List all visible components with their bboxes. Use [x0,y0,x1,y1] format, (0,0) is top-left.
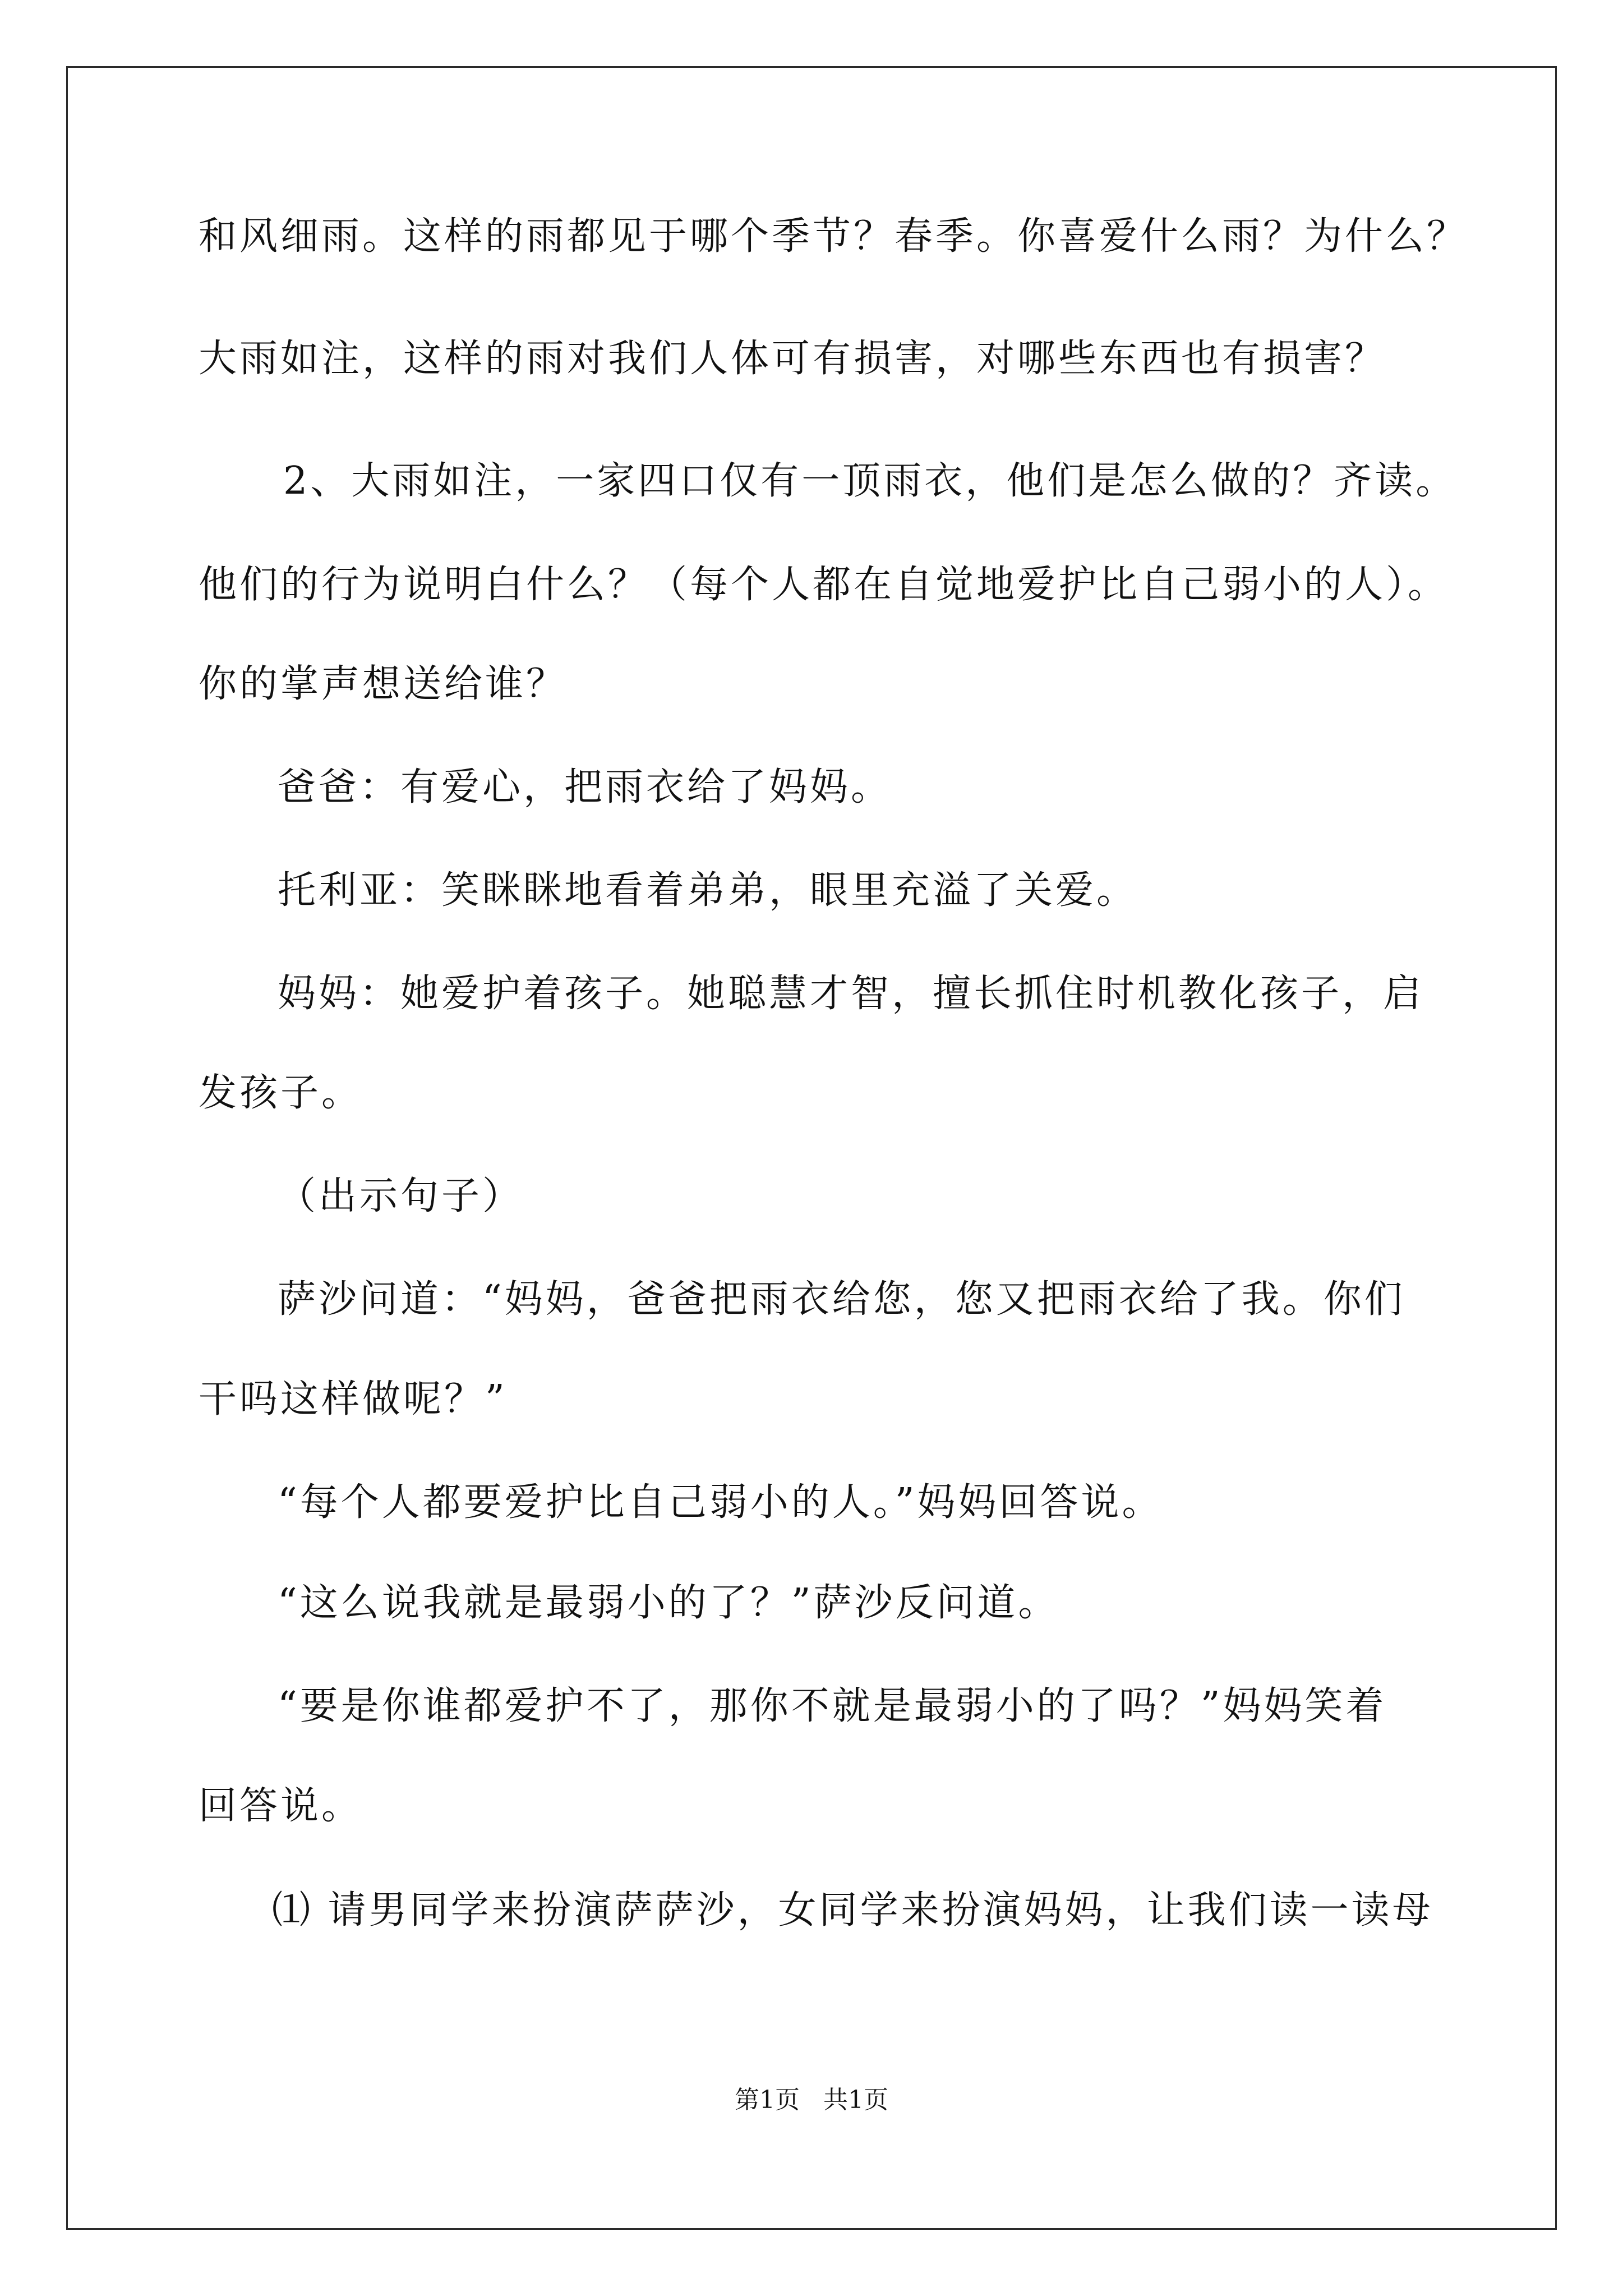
paragraph-line-6: 爸爸：有爱心，把雨衣给了妈妈。 [278,765,892,809]
paragraph-line-8: 妈妈：她爱护着孩子。她聪慧才智，擅长抓住时机教化孩子，启 [278,972,1424,1016]
paragraph-line-5: 你的掌声想送给谁？ [199,662,568,706]
paragraph-line-11: 萨沙问道：“妈妈，爸爸把雨衣给您，您又把雨衣给了我。你们 [278,1277,1405,1322]
paragraph-line-9: 发孩子。 [199,1071,363,1115]
paragraph-line-15: “要是你谁都爱护不了，那你不就是最弱小的了吗？”妈妈笑着 [278,1684,1387,1728]
paragraph-line-12: 干吗这样做呢？” [199,1377,508,1421]
paragraph-line-14: “这么说我就是最弱小的了？”萨沙反问道。 [278,1581,1059,1625]
page-number-footer: 第1页 共1页 [735,2086,888,2114]
paragraph-line-7: 托利亚：笑眯眯地看着弟弟，眼里充溢了关爱。 [278,868,1138,913]
paragraph-line-3: 2、大雨如注，一家四口仅有一顶雨衣，他们是怎么做的？齐读。 [283,459,1457,503]
paragraph-line-2: 大雨如注，这样的雨对我们人体可有损害，对哪些东西也有损害？ [199,337,1386,381]
paragraph-line-13: “每个人都要爱护比自己弱小的人。”妈妈回答说。 [278,1480,1163,1525]
paragraph-line-1: 和风细雨。这样的雨都见于哪个季节？春季。你喜爱什么雨？为什么？ [199,214,1468,259]
paragraph-line-10: （出示句子） [278,1174,524,1218]
paragraph-line-16: 回答说。 [199,1784,363,1828]
paragraph-line-4: 他们的行为说明白什么？（每个人都在自觉地爱护比自己弱小的人）。 [199,563,1449,607]
paragraph-line-17: ⑴ 请男同学来扮演萨萨沙，女同学来扮演妈妈，让我们读一读母 [272,1888,1433,1932]
